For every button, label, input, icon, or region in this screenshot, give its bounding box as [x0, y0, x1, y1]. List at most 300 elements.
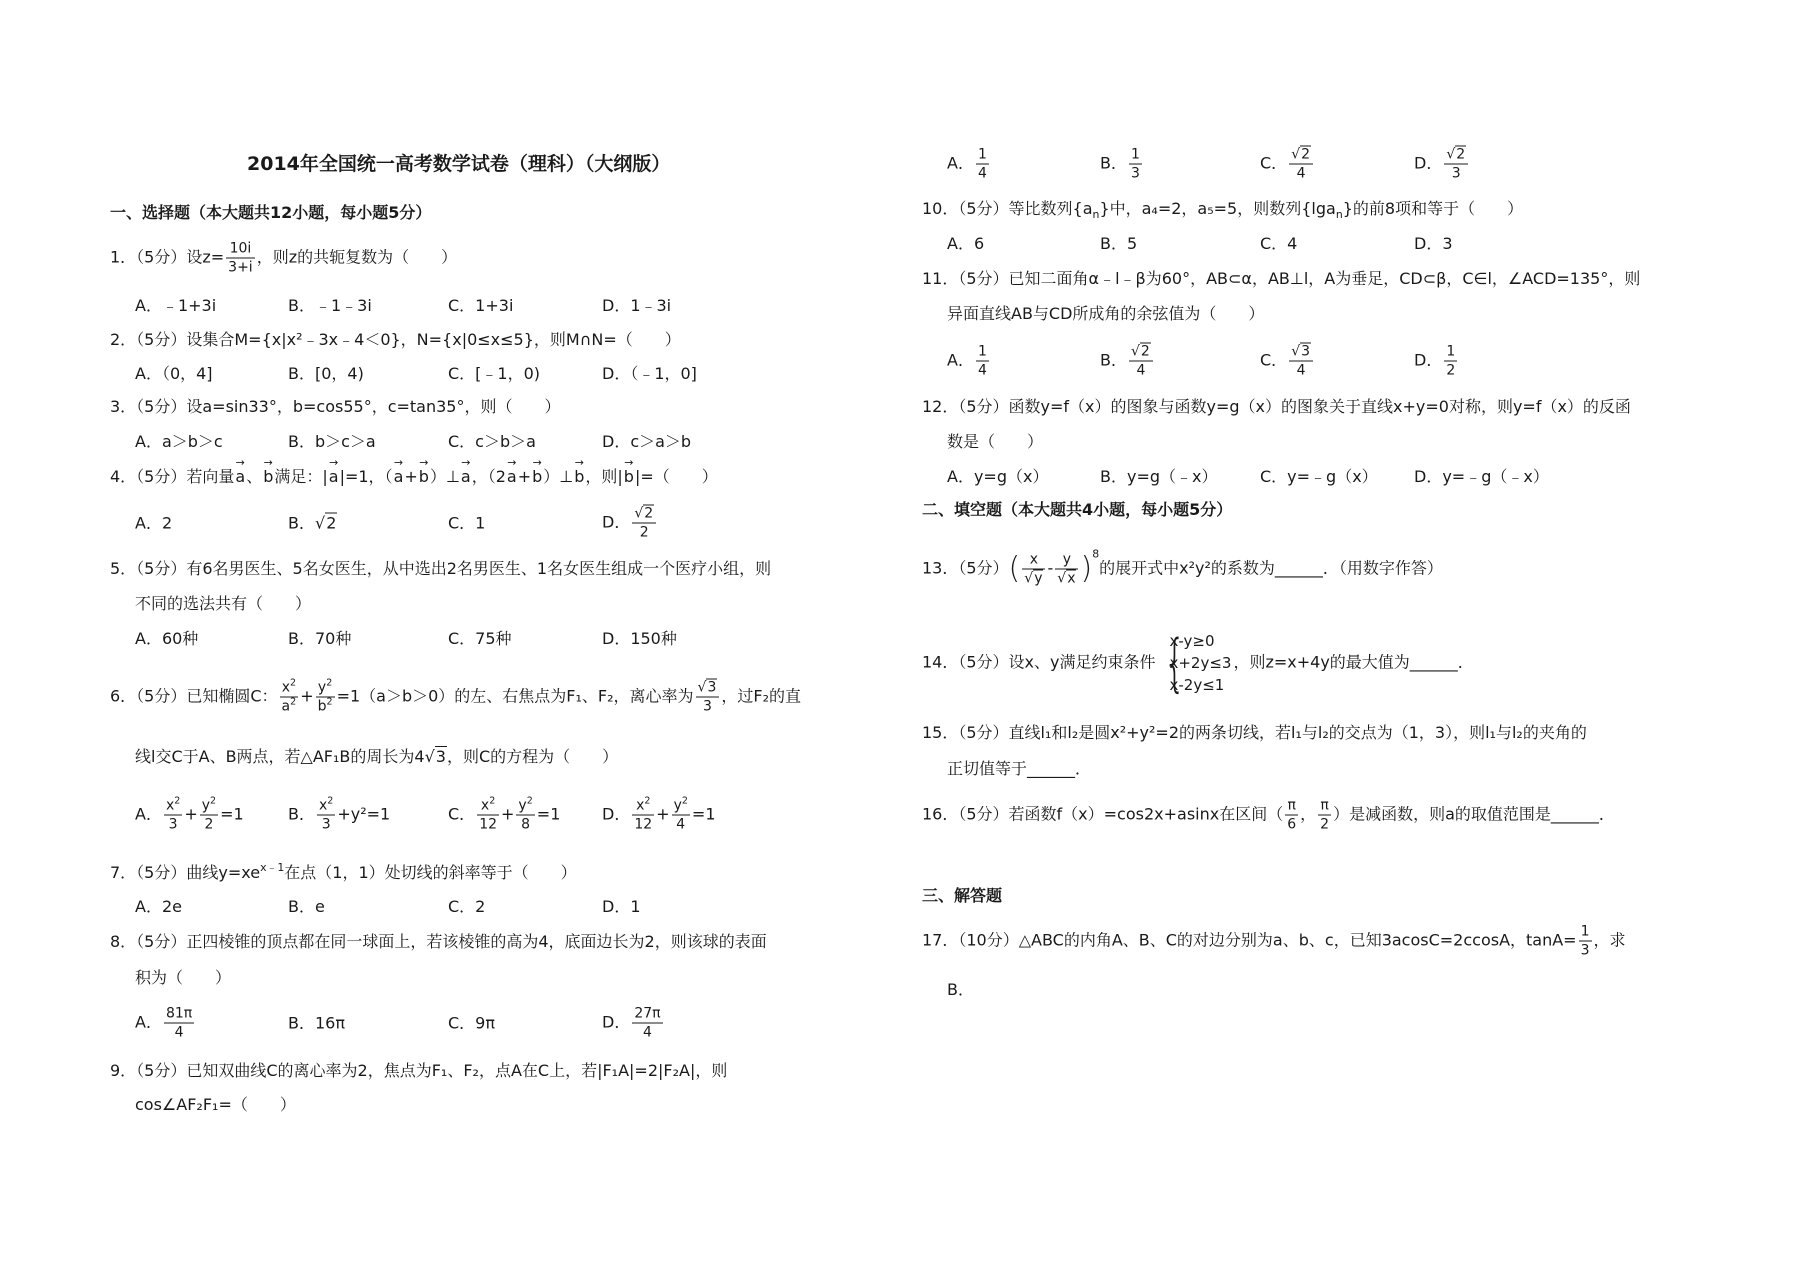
text-run: C． [1260, 350, 1288, 370]
fraction-numerator: y [1055, 551, 1078, 570]
fraction [632, 505, 656, 542]
text-run: a [281, 698, 291, 715]
option-b [1100, 343, 1260, 380]
option-d [602, 896, 641, 918]
fraction-numerator: 1 [1580, 923, 1590, 940]
vector: b → [623, 466, 635, 488]
text-run: B．70种 [288, 629, 352, 648]
option-a [947, 146, 1100, 183]
text-run: C．75种 [448, 629, 512, 648]
fraction [1055, 551, 1078, 588]
text-run: A．y=g（x） [947, 467, 1049, 486]
text-run: 线l交C于A、B两点，若△AF₁B的周长为4 [135, 747, 425, 766]
option-a [135, 628, 288, 650]
text-run: 2．（5分）设集合M={x|x²﹣3x﹣4＜0}，N={x|0≤x≤5}，则M∩N=（ ） [110, 330, 681, 349]
text-run: A． [135, 1012, 162, 1032]
superscript: 2 [210, 795, 217, 807]
text-run: x [636, 797, 645, 814]
fraction [280, 679, 299, 716]
option-a [135, 431, 288, 453]
fraction [164, 1005, 194, 1042]
fraction-numerator: 1 [977, 343, 987, 360]
radicand: y [1034, 570, 1043, 587]
question-9-options [947, 146, 1470, 183]
text-run: ）⊥ [429, 467, 460, 486]
superscript: 2 [327, 795, 334, 807]
option-b [288, 295, 448, 317]
text-run: A． [947, 153, 974, 173]
text-run: 在点（1，1）处切线的斜率等于（ ） [284, 863, 577, 882]
text-run: ，求 [1593, 930, 1626, 950]
text-run: 5．（5分）有6名男医生、5名女医生，从中选出2名男医生、1名女医生组成一个医疗小组，则 [110, 559, 772, 578]
square-root [1291, 343, 1311, 361]
superscript: 2 [644, 795, 651, 807]
text-run: D． [1414, 153, 1443, 173]
text-run: ）⊥ [543, 467, 574, 486]
text-run: + [404, 467, 418, 486]
fraction [1289, 146, 1313, 183]
option-d [602, 295, 671, 317]
fraction-numerator [200, 797, 218, 816]
fraction-numerator [316, 679, 335, 698]
equation-line: x+2y≤3 [1169, 654, 1232, 672]
radicand: 3 [435, 747, 446, 766]
fraction-denominator: 4 [977, 165, 987, 182]
superscript: 2 [290, 696, 297, 708]
text-run: ， [1300, 804, 1317, 824]
fraction-denominator: 2 [1320, 816, 1330, 833]
question-11 [922, 268, 1640, 290]
square-root [1131, 343, 1151, 361]
text-run: }的前8项和等于（ ） [1342, 199, 1524, 218]
text-run: ，则z=x+4y的最大值为______． [1233, 652, 1474, 672]
text-run: D． [602, 512, 631, 532]
square-root [425, 746, 447, 768]
option-d [1414, 466, 1549, 488]
text-run: D．（﹣1，0] [602, 364, 697, 383]
vector: b → [531, 466, 543, 488]
text-run: C．9π [448, 1013, 495, 1032]
text-run: 15．（5分）直线l₁和l₂是圆x²+y²=2的两条切线，若l₁与l₂的交点为（1，3），则l₁与l₂的夹角的 [922, 723, 1587, 742]
fraction-denominator: 3+i [228, 259, 253, 276]
text-run: B． [947, 980, 974, 999]
text-run: B．﹣1﹣3i [288, 296, 372, 315]
option-b [288, 797, 448, 834]
fraction-numerator [477, 797, 499, 816]
text-run: B． [1100, 350, 1127, 370]
question-4 [110, 466, 718, 488]
text-run: ）是减函数，则a的取值范围是______． [1333, 804, 1615, 824]
fraction-denominator: 12 [634, 816, 653, 833]
vector: b → [262, 466, 274, 488]
text-run: A． [135, 804, 162, 824]
text-run: A．a＞b＞c [135, 432, 223, 451]
text-run: ，过F₂的直 [721, 686, 801, 706]
vector: b → [418, 466, 430, 488]
option-d [602, 628, 677, 650]
fraction [316, 679, 335, 716]
option-a [135, 896, 288, 918]
fraction-numerator [1289, 343, 1313, 362]
option-b [288, 363, 448, 385]
option-c [448, 797, 602, 834]
text-run: D． [602, 1012, 631, 1032]
text-run: C．2 [448, 897, 486, 916]
fraction-numerator [632, 797, 654, 816]
text-run: D．y=﹣g（﹣x） [1414, 467, 1549, 486]
text-run: B．16π [288, 1013, 345, 1032]
question-8-continuation [135, 967, 231, 989]
radicand: x [1067, 570, 1076, 587]
vector: a → [234, 466, 246, 488]
text-run: 10．（5分）等比数列{a [922, 199, 1093, 218]
fraction-denominator: 3 [702, 698, 712, 715]
fraction-denominator: 4 [676, 816, 686, 833]
text-run: + [656, 804, 670, 824]
vector: b → [573, 466, 585, 488]
fraction-numerator [672, 797, 690, 816]
option-d [1414, 233, 1453, 255]
question-17-continuation [947, 979, 974, 1001]
text-run: A．6 [947, 234, 985, 253]
superscript: 2 [326, 677, 333, 689]
text-run: + [300, 686, 314, 706]
text-run: B．e [288, 897, 325, 916]
fraction [477, 797, 499, 834]
text-run: B．y=g（﹣x） [1100, 467, 1218, 486]
fraction-denominator [316, 698, 335, 716]
option-a [135, 1005, 288, 1042]
text-run: A．（0，4] [135, 364, 213, 383]
question-15 [922, 722, 1587, 744]
square-root [1057, 570, 1076, 588]
option-b [288, 431, 448, 453]
radicand: 2 [1140, 343, 1150, 360]
section-answer-heading: 三、解答题 [922, 886, 1003, 905]
option-a [135, 363, 288, 385]
question-3-options [135, 431, 691, 453]
text-run: ，则z的共轭复数为（ ） [256, 247, 458, 267]
question-13 [922, 547, 1443, 588]
fraction-numerator: 10i [226, 240, 255, 259]
question-7 [110, 862, 577, 884]
option-c [448, 1012, 602, 1034]
question-12-options [947, 466, 1549, 488]
text-run: D．3 [1414, 234, 1453, 253]
fraction [226, 240, 255, 277]
text-run: C．1 [448, 513, 486, 532]
fraction-numerator: π [1318, 797, 1331, 816]
option-a [947, 343, 1100, 380]
text-run: D．c＞a＞b [602, 432, 692, 451]
option-c [1260, 343, 1414, 380]
text-run: 14．（5分）设x、y满足约束条件 [922, 652, 1156, 672]
text-run: 3．（5分）设a=sin33°，b=cos55°，c=tan35°，则（ ） [110, 397, 561, 416]
fraction-numerator: 1 [1130, 146, 1140, 163]
text-run: 6．（5分）已知椭圆C： [110, 686, 278, 706]
text-run: C． [1260, 153, 1288, 173]
text-run: + [184, 804, 198, 824]
text-run: B． [1100, 153, 1127, 173]
text-run: }中，a₄=2，a₅=5，则数列{lga [1099, 199, 1336, 218]
fraction-numerator: 27π [634, 1005, 661, 1022]
fraction-denominator: 4 [1296, 362, 1306, 379]
text-run: 的展开式中x²y²的系数为______．（用数字作答） [1099, 558, 1443, 578]
text-run: D． [602, 804, 631, 824]
text-run: x [318, 797, 328, 814]
vector: a → [460, 466, 472, 488]
question-12 [922, 396, 1631, 418]
question-10 [922, 198, 1523, 220]
radicand: 2 [1301, 146, 1311, 163]
text-run: x [165, 797, 175, 814]
text-run: |=1，（ [339, 467, 393, 486]
equation-line: { x-y≥0 [1169, 632, 1215, 650]
text-run: D．150种 [602, 629, 677, 648]
fraction-numerator [1289, 146, 1313, 165]
option-c [1260, 466, 1414, 488]
text-run: ，（2 [471, 467, 506, 486]
text-run: D．1 [602, 897, 641, 916]
option-a [135, 512, 288, 534]
text-run: 1．（5分）设z= [110, 247, 225, 267]
fraction-numerator [164, 797, 182, 816]
question-16 [922, 797, 1615, 834]
text-run: 7．（5分）曲线y=xe [110, 863, 261, 882]
question-5 [110, 558, 771, 580]
text-run: ，则C的方程为（ ） [446, 747, 619, 766]
big-paren: ( [1008, 551, 1021, 586]
question-9-continuation [135, 1094, 296, 1116]
square-root [634, 505, 654, 523]
text-run: y [201, 797, 211, 814]
option-c [1260, 146, 1414, 183]
fraction-numerator [317, 797, 335, 816]
question-15-continuation [947, 758, 1091, 780]
text-run: =1 [691, 804, 716, 824]
option-b [288, 628, 448, 650]
superscript: 8 [1092, 547, 1100, 561]
option-a [947, 233, 1100, 255]
fraction-numerator [632, 505, 656, 524]
text-run: 8．（5分）正四棱锥的顶点都在同一球面上，若该棱锥的高为4，底面边长为2，则该球的表面 [110, 932, 767, 951]
option-c [448, 431, 602, 453]
fraction [1579, 923, 1592, 960]
equation-system [1157, 630, 1231, 696]
question-11-continuation [947, 303, 1264, 325]
section-fill-heading: 二、填空题（本大题共4小题，每小题5分） [922, 500, 1233, 519]
text-run: C．1+3i [448, 296, 514, 315]
question-2-options [135, 363, 697, 385]
text-run: C．c＞b＞a [448, 432, 536, 451]
radicand: 3 [1301, 343, 1311, 360]
question-1-options [135, 295, 671, 317]
fraction-denominator: 3 [1451, 165, 1461, 182]
fraction-denominator: 3 [1580, 942, 1590, 959]
section-choice-heading: 一、选择题（本大题共12小题，每小题5分） [110, 203, 432, 222]
text-run: =1 [220, 804, 244, 824]
question-17 [922, 923, 1626, 960]
fraction [1289, 343, 1313, 380]
question-6 [110, 679, 801, 716]
fraction [672, 797, 690, 834]
question-6-options [135, 797, 716, 834]
fraction-numerator: 1 [1446, 343, 1456, 360]
fraction-numerator [516, 797, 534, 816]
option-b [1100, 233, 1260, 255]
square-root [1291, 146, 1311, 164]
text-run: C．[﹣1，0) [448, 364, 541, 383]
radicand: 2 [644, 505, 654, 522]
question-12-continuation [947, 431, 1043, 453]
square-root [698, 679, 718, 697]
text-run: =1 [536, 804, 561, 824]
fraction [317, 797, 335, 834]
text-run: 正切值等于______． [947, 759, 1092, 778]
text-run: 满足：| [274, 467, 328, 486]
question-5-continuation [135, 593, 311, 615]
radicand: 3 [707, 679, 717, 696]
text-run: C．y=﹣g（x） [1260, 467, 1378, 486]
fraction-denominator: 3 [321, 816, 331, 833]
fraction-denominator [1055, 570, 1078, 588]
fraction [1129, 146, 1142, 183]
text-run: 4．（5分）若向量 [110, 467, 235, 486]
text-run: y [518, 797, 527, 814]
text-run: A．2e [135, 897, 182, 916]
fraction-numerator [280, 679, 299, 698]
text-run: 16．（5分）若函数f（x）=cos2x+asinx在区间（ [922, 804, 1284, 824]
fraction [696, 679, 720, 716]
fraction-denominator [280, 698, 299, 716]
superscript: 2 [174, 795, 181, 807]
text-run: 数是（ ） [947, 432, 1044, 451]
fraction [632, 797, 654, 834]
fraction-denominator: 2 [204, 816, 214, 833]
square-root [1446, 146, 1466, 164]
fraction [516, 797, 534, 834]
radicand: 2 [1456, 146, 1466, 163]
fraction-denominator: 4 [174, 1024, 184, 1041]
question-14 [922, 630, 1474, 696]
fraction-denominator: 3 [168, 816, 178, 833]
text-run: ，则| [585, 467, 623, 486]
option-c [448, 896, 602, 918]
text-run: 9．（5分）已知双曲线C的离心率为2，焦点为F₁、F₂，点A在C上，若|F₁A|=2|F₂A|，则 [110, 1061, 728, 1080]
fraction-denominator: 2 [1446, 362, 1456, 379]
fraction-denominator: 4 [1296, 165, 1306, 182]
option-d [1414, 343, 1459, 380]
text-run: B． [288, 804, 315, 824]
radicand: 2 [326, 513, 337, 532]
subscript: n [1092, 207, 1100, 221]
fraction-numerator [1444, 146, 1468, 165]
text-run: A． [947, 350, 974, 370]
vector: a → [506, 466, 518, 488]
text-run: B．b＞c＞a [288, 432, 376, 451]
question-8-options [135, 1005, 665, 1042]
fraction [1022, 551, 1045, 588]
text-run: C．4 [1260, 234, 1298, 253]
option-a [947, 466, 1100, 488]
question-8 [110, 931, 767, 953]
option-c [448, 295, 602, 317]
text-run: + [517, 467, 532, 486]
fraction [1129, 343, 1153, 380]
option-d [602, 1005, 665, 1042]
fraction-numerator: 1 [977, 146, 987, 163]
text-run: A．﹣1+3i [135, 296, 217, 315]
text-run: x [480, 797, 490, 814]
text-run: x [281, 679, 290, 696]
option-a [135, 295, 288, 317]
fraction-denominator: 6 [1287, 816, 1297, 833]
option-c [448, 628, 602, 650]
option-c [448, 363, 602, 385]
option-a [135, 797, 288, 834]
text-run: |=（ ） [634, 467, 718, 486]
text-run: D． [1414, 350, 1443, 370]
fraction [1318, 797, 1331, 834]
fraction-denominator: 2 [639, 524, 649, 541]
fraction-denominator: 4 [642, 1024, 652, 1041]
fraction-numerator: 81π [165, 1005, 193, 1022]
superscript: 2 [489, 795, 496, 807]
fraction-numerator: x [1022, 551, 1045, 570]
equation-line: x-2y≤1 [1169, 676, 1225, 694]
option-d [602, 431, 691, 453]
question-7-options [135, 896, 641, 918]
option-b [288, 896, 448, 918]
fraction-numerator [696, 679, 720, 698]
text-run: 异面直线AB与CD所成角的余弦值为（ ） [947, 304, 1265, 323]
text-run: - [1047, 558, 1054, 578]
fraction-denominator: 12 [479, 816, 498, 833]
fraction [164, 797, 182, 834]
question-9 [110, 1060, 727, 1082]
fraction [1444, 343, 1457, 380]
option-b [1100, 466, 1260, 488]
option-c [1260, 233, 1414, 255]
text-run: b [317, 698, 327, 715]
text-run: 、 [246, 467, 263, 486]
superscript: 2 [526, 795, 533, 807]
option-b [1100, 146, 1260, 183]
vector: a → [328, 466, 340, 488]
superscript: 2 [289, 677, 297, 689]
text-run: B．[0，4) [288, 364, 364, 383]
option-d [602, 363, 697, 385]
fraction [976, 146, 989, 183]
option-b [288, 512, 448, 534]
subscript: n [1335, 207, 1343, 221]
superscript: 2 [326, 696, 333, 708]
superscript: x﹣1 [260, 861, 285, 875]
fraction [200, 797, 218, 834]
text-run: 不同的选法共有（ ） [135, 594, 312, 613]
text-run: A．60种 [135, 629, 199, 648]
fraction-denominator: 4 [977, 362, 987, 379]
text-run: 12．（5分）函数y=f（x）的图象与函数y=g（x）的图象关于直线x+y=0对称，则y=f（x）的反函 [922, 397, 1631, 416]
text-run: C． [448, 804, 476, 824]
big-paren: ) [1080, 551, 1093, 586]
text-run: =1（a＞b＞0）的左、右焦点为F₁、F₂，离心率为 [336, 686, 694, 706]
fraction-denominator [1022, 570, 1045, 588]
fraction [976, 343, 989, 380]
question-11-options [947, 343, 1459, 380]
text-run: y [673, 797, 682, 814]
text-run: 13．（5分） [922, 558, 1009, 578]
